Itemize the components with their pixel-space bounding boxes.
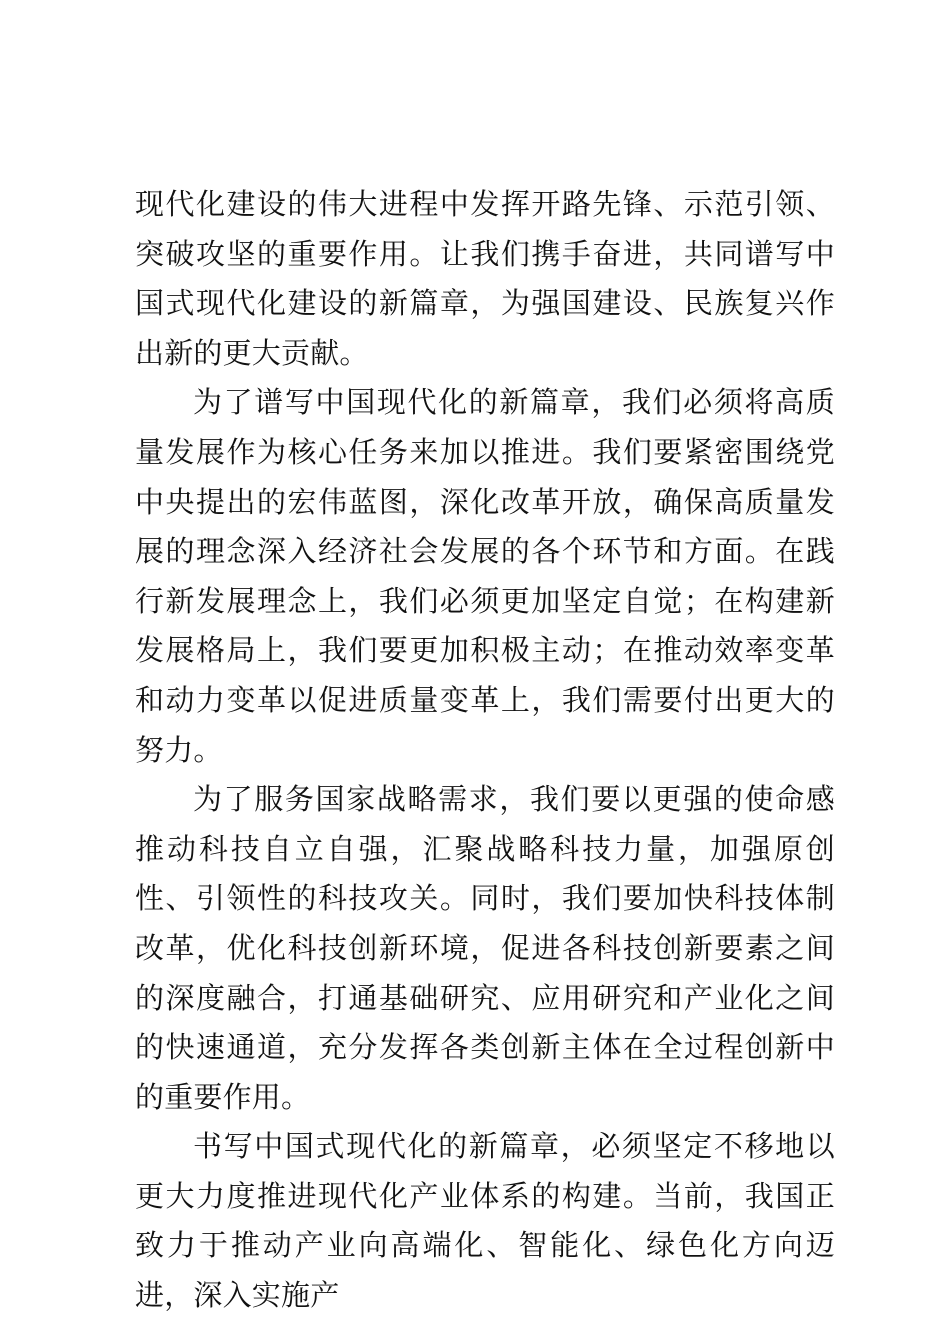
- document-body: [135, 180, 835, 1321]
- paragraph-science-technology: 为了服务国家战略需求，我们要以更强的使命感推动科技自立自强，汇聚战略科技力量，加强原创性、引领性的科技攻关。同时，我们要加快科技体制改革，优化科技创新环境，促进各科技创新要素之间的深度融合，打通基础研究、应用研究和产业化之间的快速通道，充分发挥各类创新主体在全过程创新中的重要作用。: [135, 782, 835, 1114]
- paragraph-industrial-system: 书写中国式现代化的新篇章，必须坚定不移地以更大力度推进现代化产业体系的构建。当前，我国正致力于推动产业向高端化、智能化、绿色化方向迈进，深入实施产: [135, 1129, 835, 1313]
- paragraph-high-quality-development: 为了谱写中国现代化的新篇章，我们必须将高质量发展作为核心任务来加以推进。我们要紧密围绕党中央提出的宏伟蓝图，深化改革开放，确保高质量发展的理念深入经济社会发展的各个环节和方面。在践行新发展理念上，我们必须更加坚定自觉；在构建新发展格局上，我们要更加积极主动；在推动效率变革和动力变革以促进质量变革上，我们需要付出更大的努力。: [135, 385, 835, 767]
- paragraph-continuation: 现代化建设的伟大进程中发挥开路先锋、示范引领、突破攻坚的重要作用。让我们携手奋进，共同谱写中国式现代化建设的新篇章，为强国建设、民族复兴作出新的更大贡献。: [135, 187, 835, 370]
